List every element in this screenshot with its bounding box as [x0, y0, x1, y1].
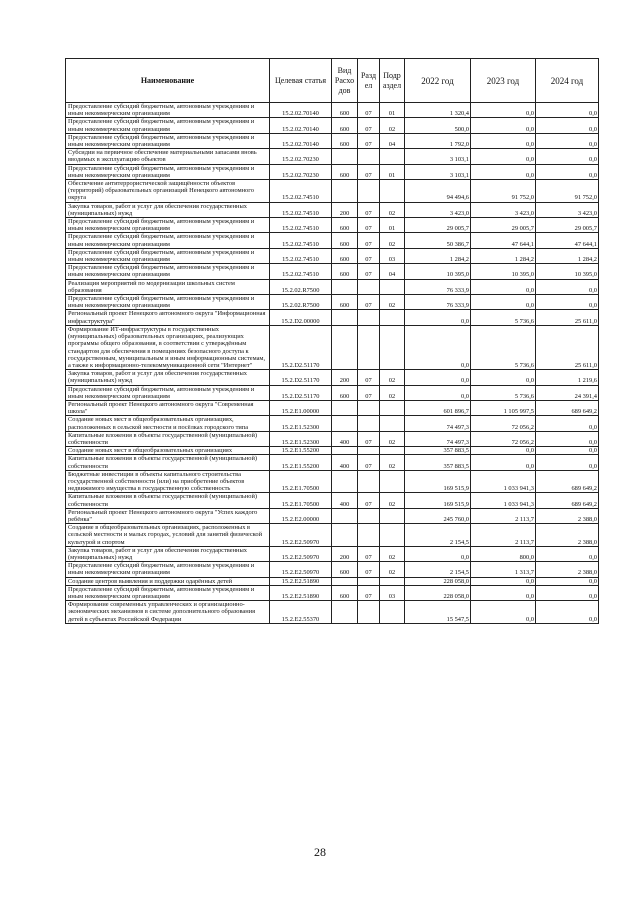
- row-subsection-cell: [380, 279, 405, 294]
- row-name-cell: Региональный проект Ненецкого автономного округа "Информационная инфраструктура": [66, 310, 270, 325]
- row-2023-cell: 0,0: [471, 295, 536, 310]
- row-expense-type-cell: [332, 508, 358, 523]
- table-row: [66, 562, 599, 577]
- row-name-cell: Предоставление субсидий бюджетным, автономным учреждениям и иным некоммерческим организациям: [66, 103, 270, 118]
- row-subsection-cell: 02: [380, 493, 405, 508]
- row-2022-cell: 1 320,4: [405, 103, 471, 118]
- row-target-article-cell: 15.2.E2.00000: [270, 508, 332, 523]
- row-2022-cell: 0,0: [405, 370, 471, 385]
- row-2023-cell: 1 033 941,3: [471, 493, 536, 508]
- row-2024-cell: 3 423,0: [536, 202, 599, 217]
- row-2024-cell: 0,0: [536, 585, 599, 600]
- row-section-cell: 07: [358, 118, 380, 133]
- table-row: [66, 508, 599, 523]
- row-section-cell: 07: [358, 202, 380, 217]
- row-2023-cell: 0,0: [471, 133, 536, 148]
- table-row: [66, 295, 599, 310]
- row-name-cell: Капитальные вложения в объекты государственной (муниципальной) собственности: [66, 431, 270, 446]
- table-row: [66, 493, 599, 508]
- row-2022-cell: 74 497,3: [405, 431, 471, 446]
- row-2023-cell: 0,0: [471, 164, 536, 179]
- row-subsection-cell: 02: [380, 233, 405, 248]
- row-2022-cell: 245 760,0: [405, 508, 471, 523]
- row-subsection-cell: [380, 400, 405, 415]
- row-expense-type-cell: [332, 601, 358, 624]
- row-subsection-cell: 02: [380, 202, 405, 217]
- row-2023-cell: 0,0: [471, 585, 536, 600]
- header-target-article: Целевая статья: [270, 59, 332, 103]
- row-subsection-cell: [380, 416, 405, 431]
- row-section-cell: [358, 325, 380, 369]
- row-target-article-cell: 15.2.02.74510: [270, 248, 332, 263]
- row-expense-type-cell: [332, 524, 358, 547]
- row-target-article-cell: 15.2.02.74510: [270, 202, 332, 217]
- row-expense-type-cell: [332, 577, 358, 585]
- table-header-row: [66, 59, 599, 103]
- row-section-cell: 07: [358, 164, 380, 179]
- table-row: [66, 279, 599, 294]
- row-section-cell: [358, 524, 380, 547]
- row-2023-cell: 47 644,1: [471, 233, 536, 248]
- row-2023-cell: 0,0: [471, 601, 536, 624]
- row-section-cell: 07: [358, 233, 380, 248]
- row-2023-cell: 5 736,6: [471, 310, 536, 325]
- row-2024-cell: 689 649,2: [536, 470, 599, 493]
- row-2024-cell: 47 644,1: [536, 233, 599, 248]
- row-2024-cell: 91 752,0: [536, 180, 599, 203]
- row-subsection-cell: 02: [380, 562, 405, 577]
- row-name-cell: Региональный проект Ненецкого автономного округа "Современная школа": [66, 400, 270, 415]
- row-2022-cell: 94 494,6: [405, 180, 471, 203]
- row-expense-type-cell: 600: [332, 118, 358, 133]
- row-section-cell: [358, 180, 380, 203]
- row-section-cell: 07: [358, 385, 380, 400]
- table-row: [66, 577, 599, 585]
- table-row: [66, 546, 599, 561]
- row-2023-cell: 0,0: [471, 455, 536, 470]
- row-target-article-cell: 15.2.E1.70500: [270, 470, 332, 493]
- row-expense-type-cell: [332, 279, 358, 294]
- row-section-cell: 07: [358, 264, 380, 279]
- row-2022-cell: 76 333,9: [405, 279, 471, 294]
- row-name-cell: Предоставление субсидий бюджетным, автономным учреждениям и иным некоммерческим организациям: [66, 295, 270, 310]
- row-name-cell: Предоставление субсидий бюджетным, автономным учреждениям и иным некоммерческим организациям: [66, 264, 270, 279]
- row-target-article-cell: 15.2.E1.52300: [270, 431, 332, 446]
- row-target-article-cell: 15.2.D2.51170: [270, 325, 332, 369]
- row-section-cell: 07: [358, 103, 380, 118]
- row-2024-cell: 0,0: [536, 164, 599, 179]
- row-target-article-cell: 15.2.E1.00000: [270, 400, 332, 415]
- row-name-cell: Бюджетные инвестиции в объекты капитального строительства государственной собственности (или) на приобретение объектов недвижимого имущества в государственную собственность: [66, 470, 270, 493]
- row-2022-cell: 169 515,9: [405, 493, 471, 508]
- row-2023-cell: 72 056,2: [471, 431, 536, 446]
- row-target-article-cell: 15.2.02.70140: [270, 133, 332, 148]
- table-row: [66, 416, 599, 431]
- row-expense-type-cell: [332, 180, 358, 203]
- row-section-cell: 07: [358, 133, 380, 148]
- table-row: [66, 370, 599, 385]
- row-2024-cell: 689 649,2: [536, 493, 599, 508]
- row-target-article-cell: 15.2.D2.51170: [270, 370, 332, 385]
- row-2023-cell: 2 113,7: [471, 508, 536, 523]
- row-name-cell: Предоставление субсидий бюджетным, автономным учреждениям и иным некоммерческим организациям: [66, 118, 270, 133]
- row-expense-type-cell: 200: [332, 370, 358, 385]
- row-2023-cell: 10 395,0: [471, 264, 536, 279]
- row-section-cell: [358, 416, 380, 431]
- row-subsection-cell: 02: [380, 295, 405, 310]
- row-2024-cell: 0,0: [536, 416, 599, 431]
- row-2022-cell: 3 103,1: [405, 149, 471, 164]
- table-row: [66, 585, 599, 600]
- row-expense-type-cell: 600: [332, 385, 358, 400]
- row-2022-cell: 357 883,5: [405, 447, 471, 455]
- row-2024-cell: 0,0: [536, 133, 599, 148]
- table-row: [66, 325, 599, 369]
- row-section-cell: 07: [358, 248, 380, 263]
- row-target-article-cell: 15.2.E1.55200: [270, 455, 332, 470]
- row-subsection-cell: 02: [380, 546, 405, 561]
- row-2022-cell: 228 058,0: [405, 585, 471, 600]
- row-subsection-cell: [380, 149, 405, 164]
- row-section-cell: [358, 149, 380, 164]
- row-target-article-cell: 15.2.02.74510: [270, 218, 332, 233]
- row-subsection-cell: [380, 508, 405, 523]
- row-subsection-cell: [380, 524, 405, 547]
- row-section-cell: 07: [358, 455, 380, 470]
- row-2023-cell: 0,0: [471, 279, 536, 294]
- row-2024-cell: 2 388,0: [536, 508, 599, 523]
- row-expense-type-cell: 600: [332, 164, 358, 179]
- header-year-2022: 2022 год: [405, 59, 471, 103]
- row-2022-cell: 0,0: [405, 385, 471, 400]
- row-2022-cell: 15 547,5: [405, 601, 471, 624]
- row-2023-cell: 0,0: [471, 149, 536, 164]
- row-target-article-cell: 15.2.02.70140: [270, 103, 332, 118]
- table-row: [66, 470, 599, 493]
- row-2022-cell: 0,0: [405, 310, 471, 325]
- row-section-cell: [358, 310, 380, 325]
- row-2022-cell: 1 284,2: [405, 248, 471, 263]
- row-section-cell: [358, 577, 380, 585]
- header-year-2023: 2023 год: [471, 59, 536, 103]
- row-2024-cell: 25 611,0: [536, 325, 599, 369]
- row-name-cell: Закупка товаров, работ и услуг для обеспечения государственных (муниципальных) нужд: [66, 202, 270, 217]
- table-row: [66, 248, 599, 263]
- row-2024-cell: 2 388,0: [536, 562, 599, 577]
- row-section-cell: 07: [358, 562, 380, 577]
- budget-table-sheet: [65, 58, 598, 624]
- row-expense-type-cell: [332, 325, 358, 369]
- table-row: [66, 149, 599, 164]
- row-section-cell: [358, 400, 380, 415]
- table-row: [66, 524, 599, 547]
- row-target-article-cell: 15.2.D2.00000: [270, 310, 332, 325]
- row-2022-cell: 169 515,9: [405, 470, 471, 493]
- row-2022-cell: 76 333,9: [405, 295, 471, 310]
- table-row: [66, 218, 599, 233]
- row-2022-cell: 10 395,0: [405, 264, 471, 279]
- row-subsection-cell: 01: [380, 218, 405, 233]
- table-row: [66, 431, 599, 446]
- table-row: [66, 103, 599, 118]
- row-2022-cell: 0,0: [405, 546, 471, 561]
- row-expense-type-cell: 600: [332, 585, 358, 600]
- row-2023-cell: 0,0: [471, 103, 536, 118]
- row-2024-cell: 0,0: [536, 455, 599, 470]
- row-expense-type-cell: [332, 416, 358, 431]
- row-target-article-cell: 15.2.02.74510: [270, 233, 332, 248]
- budget-table: [65, 58, 599, 624]
- row-2024-cell: 689 649,2: [536, 400, 599, 415]
- row-target-article-cell: 15.2.D2.51170: [270, 385, 332, 400]
- row-2022-cell: 2 154,5: [405, 562, 471, 577]
- row-2024-cell: 0,0: [536, 295, 599, 310]
- row-subsection-cell: 02: [380, 370, 405, 385]
- row-name-cell: Капитальные вложения в объекты государственной (муниципальной) собственности: [66, 455, 270, 470]
- row-target-article-cell: 15.2.02.R7500: [270, 279, 332, 294]
- row-2024-cell: 1 219,6: [536, 370, 599, 385]
- row-section-cell: [358, 470, 380, 493]
- row-subsection-cell: 02: [380, 385, 405, 400]
- row-2022-cell: 2 154,5: [405, 524, 471, 547]
- row-target-article-cell: 15.2.E2.51890: [270, 577, 332, 585]
- row-target-article-cell: 15.2.E1.70500: [270, 493, 332, 508]
- row-subsection-cell: 01: [380, 164, 405, 179]
- row-2022-cell: 29 005,7: [405, 218, 471, 233]
- row-expense-type-cell: 400: [332, 455, 358, 470]
- row-2022-cell: 500,0: [405, 118, 471, 133]
- row-expense-type-cell: 600: [332, 103, 358, 118]
- row-subsection-cell: [380, 310, 405, 325]
- row-section-cell: 07: [358, 431, 380, 446]
- row-2024-cell: 0,0: [536, 546, 599, 561]
- row-target-article-cell: 15.2.02.70230: [270, 164, 332, 179]
- page-number: 28: [314, 845, 326, 859]
- row-name-cell: Закупка товаров, работ и услуг для обеспечения государственных (муниципальных) нужд: [66, 546, 270, 561]
- row-2024-cell: 0,0: [536, 601, 599, 624]
- row-target-article-cell: 15.2.E2.50970: [270, 524, 332, 547]
- row-name-cell: Формирование современных управленческих и организационно-экономических механизмов в системе дополнительного образования детей в субъектах Российской Федерации: [66, 601, 270, 624]
- header-name: Наименование: [66, 59, 270, 103]
- row-target-article-cell: 15.2.02.R7500: [270, 295, 332, 310]
- row-2024-cell: 0,0: [536, 118, 599, 133]
- row-name-cell: Предоставление субсидий бюджетным, автономным учреждениям и иным некоммерческим организациям: [66, 164, 270, 179]
- row-2024-cell: 25 611,0: [536, 310, 599, 325]
- row-name-cell: Закупка товаров, работ и услуг для обеспечения государственных (муниципальных) нужд: [66, 370, 270, 385]
- row-2024-cell: 24 391,4: [536, 385, 599, 400]
- row-expense-type-cell: 400: [332, 431, 358, 446]
- row-section-cell: 07: [358, 370, 380, 385]
- row-2024-cell: 0,0: [536, 149, 599, 164]
- row-name-cell: Обеспечение антитеррористической защищённости объектов (территорий) образовательных организаций Ненецкого автономного округа: [66, 180, 270, 203]
- row-target-article-cell: 15.2.02.74510: [270, 180, 332, 203]
- row-2023-cell: 0,0: [471, 118, 536, 133]
- row-name-cell: Предоставление субсидий бюджетным, автономным учреждениям и иным некоммерческим организациям: [66, 218, 270, 233]
- row-target-article-cell: 15.2.E2.55370: [270, 601, 332, 624]
- row-section-cell: [358, 508, 380, 523]
- table-row: [66, 601, 599, 624]
- row-name-cell: Предоставление субсидий бюджетным, автономным учреждениям и иным некоммерческим организациям: [66, 133, 270, 148]
- row-subsection-cell: [380, 577, 405, 585]
- table-row: [66, 455, 599, 470]
- row-subsection-cell: 04: [380, 133, 405, 148]
- row-expense-type-cell: 600: [332, 248, 358, 263]
- row-2024-cell: 0,0: [536, 447, 599, 455]
- row-2023-cell: 0,0: [471, 447, 536, 455]
- row-2023-cell: 5 736,6: [471, 385, 536, 400]
- table-row: [66, 385, 599, 400]
- row-section-cell: 07: [358, 218, 380, 233]
- row-subsection-cell: [380, 180, 405, 203]
- row-2023-cell: 0,0: [471, 370, 536, 385]
- row-subsection-cell: [380, 601, 405, 624]
- row-2024-cell: 0,0: [536, 577, 599, 585]
- row-2023-cell: 3 423,0: [471, 202, 536, 217]
- row-2023-cell: 91 752,0: [471, 180, 536, 203]
- row-section-cell: 07: [358, 585, 380, 600]
- row-2022-cell: 601 896,7: [405, 400, 471, 415]
- row-expense-type-cell: 600: [332, 295, 358, 310]
- row-expense-type-cell: 600: [332, 233, 358, 248]
- row-target-article-cell: 15.2.E2.51890: [270, 585, 332, 600]
- row-target-article-cell: 15.2.E1.52300: [270, 416, 332, 431]
- row-2023-cell: 5 736,6: [471, 325, 536, 369]
- row-2023-cell: 29 005,7: [471, 218, 536, 233]
- table-row: [66, 180, 599, 203]
- row-subsection-cell: 02: [380, 431, 405, 446]
- row-expense-type-cell: [332, 447, 358, 455]
- row-2022-cell: 50 386,7: [405, 233, 471, 248]
- row-subsection-cell: [380, 325, 405, 369]
- table-row: [66, 164, 599, 179]
- row-section-cell: [358, 447, 380, 455]
- row-section-cell: 07: [358, 295, 380, 310]
- row-2022-cell: 3 103,1: [405, 164, 471, 179]
- row-subsection-cell: [380, 447, 405, 455]
- row-2022-cell: 357 883,5: [405, 455, 471, 470]
- row-subsection-cell: 03: [380, 248, 405, 263]
- row-2024-cell: 0,0: [536, 103, 599, 118]
- row-target-article-cell: 15.2.E2.50970: [270, 546, 332, 561]
- row-name-cell: Капитальные вложения в объекты государственной (муниципальной) собственности: [66, 493, 270, 508]
- row-section-cell: 07: [358, 546, 380, 561]
- table-row: [66, 264, 599, 279]
- row-expense-type-cell: [332, 149, 358, 164]
- row-2023-cell: 800,0: [471, 546, 536, 561]
- header-year-2024: 2024 год: [536, 59, 599, 103]
- row-name-cell: Субсидии на первичное обеспечение материальными запасами вновь вводимых в эксплуатацию объектов: [66, 149, 270, 164]
- row-expense-type-cell: 600: [332, 218, 358, 233]
- row-2023-cell: 0,0: [471, 577, 536, 585]
- row-2022-cell: 0,0: [405, 325, 471, 369]
- row-section-cell: 07: [358, 493, 380, 508]
- row-name-cell: Создание центров выявления и поддержки одарённых детей: [66, 577, 270, 585]
- row-2022-cell: 1 792,0: [405, 133, 471, 148]
- table-body: [66, 103, 599, 624]
- row-name-cell: Реализация мероприятий по модернизации школьных систем образования: [66, 279, 270, 294]
- header-expense-type: Вид Расхо дов: [332, 59, 358, 103]
- row-expense-type-cell: 400: [332, 493, 358, 508]
- row-2022-cell: 228 058,0: [405, 577, 471, 585]
- row-2024-cell: 1 284,2: [536, 248, 599, 263]
- row-name-cell: Предоставление субсидий бюджетным, автономным учреждениям и иным некоммерческим организациям: [66, 233, 270, 248]
- table-row: [66, 118, 599, 133]
- row-name-cell: Региональный проект Ненецкого автономного округа "Успех каждого ребёнка": [66, 508, 270, 523]
- row-2024-cell: 2 388,0: [536, 524, 599, 547]
- row-name-cell: Предоставление субсидий бюджетным, автономным учреждениям и иным некоммерческим организациям: [66, 385, 270, 400]
- row-name-cell: Создание новых мест в общеобразовательных организациях, расположенных в сельской местности и посёлках городского типа: [66, 416, 270, 431]
- row-name-cell: Предоставление субсидий бюджетным, автономным учреждениям и иным некоммерческим организациям: [66, 585, 270, 600]
- row-subsection-cell: 03: [380, 585, 405, 600]
- row-target-article-cell: 15.2.02.70230: [270, 149, 332, 164]
- row-2024-cell: 0,0: [536, 279, 599, 294]
- row-name-cell: Создание новых мест в общеобразовательных организациях: [66, 447, 270, 455]
- row-name-cell: Предоставление субсидий бюджетным, автономным учреждениям и иным некоммерческим организациям: [66, 248, 270, 263]
- row-subsection-cell: 04: [380, 264, 405, 279]
- row-expense-type-cell: [332, 470, 358, 493]
- header-subsection: Подр аздел: [380, 59, 405, 103]
- row-subsection-cell: 02: [380, 118, 405, 133]
- row-target-article-cell: 15.2.E1.55200: [270, 447, 332, 455]
- row-2023-cell: 1 313,7: [471, 562, 536, 577]
- row-2024-cell: 10 395,0: [536, 264, 599, 279]
- row-subsection-cell: [380, 470, 405, 493]
- row-expense-type-cell: [332, 310, 358, 325]
- row-2022-cell: 74 497,3: [405, 416, 471, 431]
- row-expense-type-cell: 200: [332, 202, 358, 217]
- row-subsection-cell: 01: [380, 103, 405, 118]
- row-2023-cell: 1 033 941,3: [471, 470, 536, 493]
- row-expense-type-cell: 600: [332, 264, 358, 279]
- row-expense-type-cell: 600: [332, 133, 358, 148]
- row-2023-cell: 72 056,2: [471, 416, 536, 431]
- row-2023-cell: 1 105 997,5: [471, 400, 536, 415]
- table-row: [66, 310, 599, 325]
- table-row: [66, 400, 599, 415]
- header-section: Разд ел: [358, 59, 380, 103]
- table-row: [66, 133, 599, 148]
- row-expense-type-cell: 600: [332, 562, 358, 577]
- row-section-cell: [358, 279, 380, 294]
- table-row: [66, 202, 599, 217]
- row-2024-cell: 29 005,7: [536, 218, 599, 233]
- row-2022-cell: 3 423,0: [405, 202, 471, 217]
- row-section-cell: [358, 601, 380, 624]
- table-row: [66, 447, 599, 455]
- row-name-cell: Предоставление субсидий бюджетным, автономным учреждениям и иным некоммерческим организациям: [66, 562, 270, 577]
- row-expense-type-cell: [332, 400, 358, 415]
- row-target-article-cell: 15.2.02.74510: [270, 264, 332, 279]
- row-target-article-cell: 15.2.E2.50970: [270, 562, 332, 577]
- row-name-cell: Создание в общеобразовательных организациях, расположенных в сельской местности и малых городах, условий для занятий физической культурой и спортом: [66, 524, 270, 547]
- table-row: [66, 233, 599, 248]
- row-expense-type-cell: 200: [332, 546, 358, 561]
- row-name-cell: Формирование ИТ-инфраструктуры в государственных (муниципальных) образовательных организациях, реализующих программы общего образования, в соответствии с утверждённым стандартом для обеспечения в помещениях безопасного доступа к государственным, муниципальным и иным информационным системам, а также к информационно-телекоммуникационной сети "Интернет": [66, 325, 270, 369]
- row-2024-cell: 0,0: [536, 431, 599, 446]
- row-2023-cell: 1 284,2: [471, 248, 536, 263]
- row-2023-cell: 2 113,7: [471, 524, 536, 547]
- row-subsection-cell: 02: [380, 455, 405, 470]
- row-target-article-cell: 15.2.02.70140: [270, 118, 332, 133]
